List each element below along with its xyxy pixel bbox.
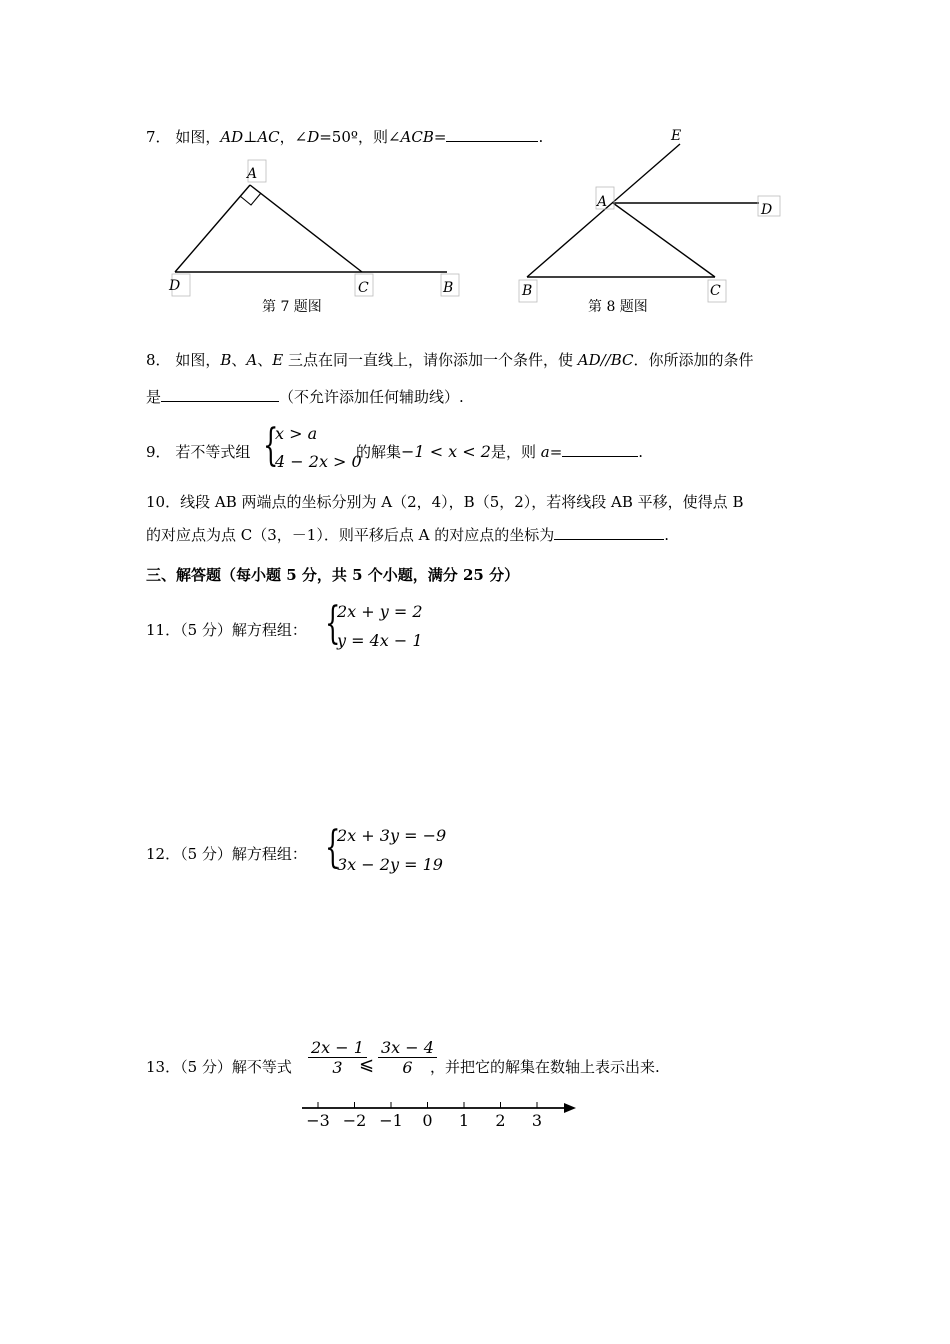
label-d8: D [761, 202, 773, 218]
answer-blank[interactable] [161, 387, 279, 402]
question-10-line1: 10．线段 AB 两端点的坐标分别为 A（2，4），B（5，2），若将线段 AB 平移，使得点 B [146, 493, 744, 511]
question-12-label: 12．（5 分）解方程组： [146, 845, 307, 863]
brace-q12: { [325, 822, 341, 873]
q12-row2: 3x − 2y = 19 [337, 855, 443, 874]
section-title: 三、解答题（每小题 5 分，共 5 个小题，满分 25 分） [146, 566, 520, 584]
question-11-label: 11．（5 分）解方程组： [146, 621, 307, 639]
question-7: 7． 如图，AD⊥AC，∠D=50º，则∠ACB= . [146, 128, 544, 146]
label-b7: B [443, 280, 454, 296]
fraction-left: $\frac{2x - 1}{3}$ [308, 1038, 367, 1077]
segment-da [175, 185, 250, 272]
number-line [0, 1090, 950, 1140]
q9-row1: x > a [275, 424, 318, 443]
label-e8: E [671, 128, 682, 144]
q11-row2: y = 4x − 1 [337, 631, 423, 650]
right-angle-mark [240, 193, 261, 205]
brace-q9: { [263, 420, 279, 471]
label-c7: C [358, 280, 369, 296]
answer-blank[interactable] [562, 442, 638, 457]
q9-row2: 4 − 2x > 0 [275, 452, 362, 471]
question-13-label: 13．（5 分）解不等式 [146, 1058, 292, 1076]
label-d7: D [169, 278, 181, 294]
segment-ac [250, 185, 362, 272]
tick-label: −2 [342, 1111, 367, 1130]
label-b8: B [522, 283, 533, 299]
label-a8: A [597, 194, 608, 210]
line-be [527, 144, 680, 277]
figure-8-caption: 第 8 题图 [588, 299, 648, 315]
question-8-line2: 是 （不允许添加任何辅助线）. [146, 388, 464, 406]
question-9-tail: 的解集−1 < x < 2是，则 a= . [356, 442, 644, 461]
question-9-label: 9． 若不等式组 [146, 443, 251, 461]
q11-row1: 2x + y = 2 [337, 602, 423, 621]
question-8-line1: 8． 如图，B、A、E 三点在同一直线上，请你添加一个条件，使 AD//BC．你所添加的条件 [146, 351, 754, 369]
brace-q11: { [325, 598, 341, 649]
leq-sign: ⩽ [359, 1054, 375, 1075]
tick-label: −3 [306, 1111, 330, 1130]
segment-ac-8 [613, 203, 715, 277]
figure-7-caption: 第 7 题图 [262, 299, 322, 315]
arrow-right-icon [564, 1103, 576, 1113]
tick-label: 0 [422, 1111, 433, 1130]
q12-row1: 2x + 3y = −9 [337, 826, 447, 845]
tick-label: −1 [379, 1111, 403, 1130]
tick-label: 3 [531, 1111, 543, 1130]
tick-label: 1 [458, 1111, 470, 1130]
figure-7 [0, 0, 950, 320]
question-10-line2: 的对应点为点 C（3，－1）．则平移后点 A 的对应点的坐标为 . [146, 526, 669, 544]
answer-blank[interactable] [554, 525, 664, 540]
label-c8: C [710, 283, 721, 299]
fraction-right: $\frac{3x - 4}{6}$ [378, 1038, 437, 1077]
question-13-tail: ，并把它的解集在数轴上表示出来. [430, 1058, 660, 1076]
tick-label: 2 [495, 1111, 506, 1130]
question-number: 7． [146, 128, 171, 146]
label-a7: A [247, 166, 258, 182]
